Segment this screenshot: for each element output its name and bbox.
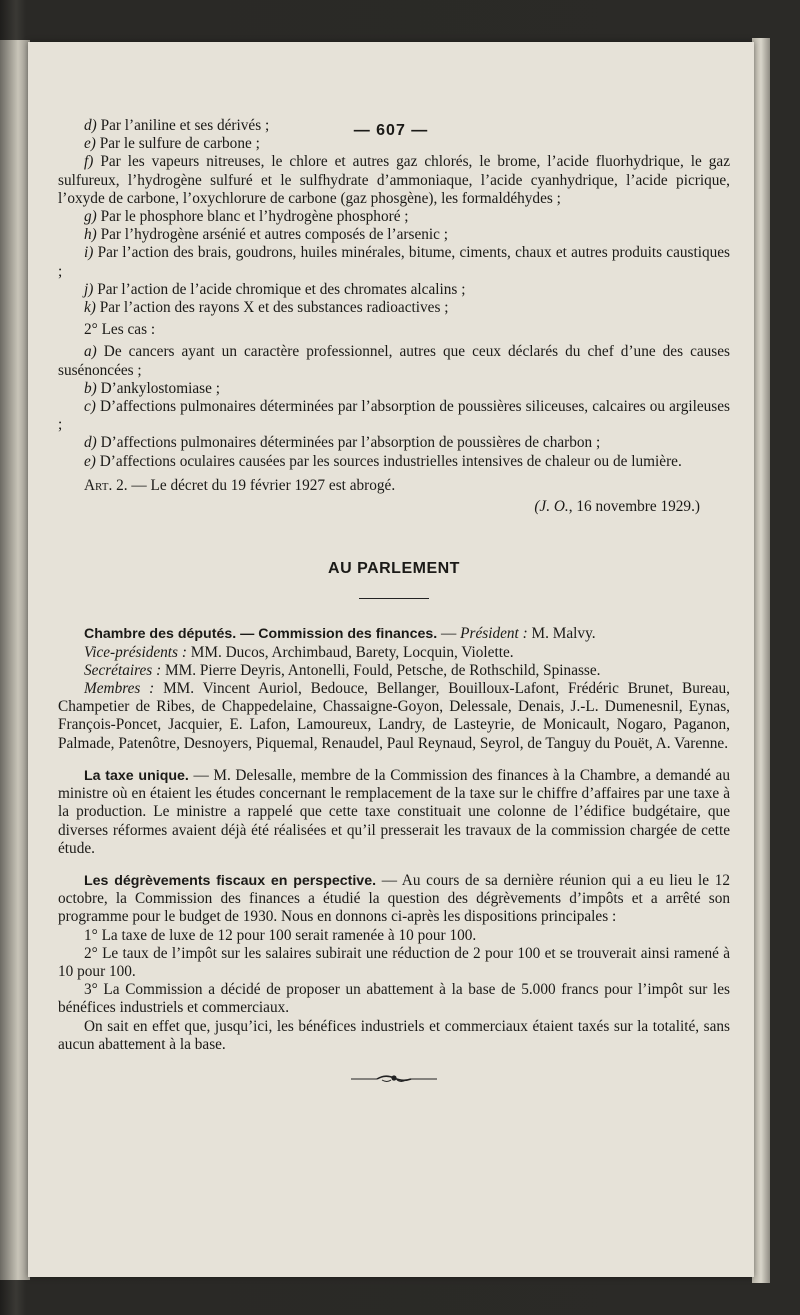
degrevement-item: 2° Le taux de l’impôt sur les salaires subirait une réduction de 2 pour 100 et se trouverait ainsi ramené à 10 pour 100. <box>58 944 730 980</box>
list-item-text: D’affections oculaires causées par les sources industrielles intensives de chaleur ou de lumière. <box>99 452 682 470</box>
list-item <box>58 244 730 280</box>
page-content <box>58 117 730 1084</box>
list-marker: i) <box>84 244 94 262</box>
degrevements-text: — Au cours de sa dernière réunion qui a eu lieu le 12 octobre, la Commission des finances a étudié la question des dégrèvements d’impôts et a arrêté son programme pour le budget de 1930. Nous en donnons ci-après les dispositions principales : <box>58 871 730 926</box>
list-marker: h) <box>84 226 97 244</box>
taxe-unique-block <box>58 767 730 858</box>
degrevement-item: 1° La taxe de luxe de 12 pour 100 serait ramenée à 10 pour 100. <box>84 926 477 944</box>
list-item <box>58 380 730 398</box>
article-2 <box>58 477 730 495</box>
section-title: AU PARLEMENT <box>328 560 460 578</box>
list-item <box>58 343 730 379</box>
list-item <box>58 153 730 208</box>
list-marker: f) <box>84 153 94 171</box>
list-marker: g) <box>84 208 97 226</box>
president-label: Président : <box>460 625 528 643</box>
article-label: Art. 2. <box>84 476 128 494</box>
members-names: MM. Vincent Auriol, Bedouce, Bellanger, Bouilloux-Lafont, Frédéric Brunet, Bureau, Champetier de Ribes, de Chappedelaine, Chassaigne-Goyon, Delessale, Denais, J.-L. Dumenesnil, Eynas, François-Poncet, Jacquier, E. Lafon, Lamoureux, Landry, de Lasteyrie, de Monicault, Nogaro, Paganon, Palmade, Patenôtre, Desnoyers, Piquemal, Renaudel, Paul Reynaud, Seyrol, de Tanguy du Pouët, A. Varenne. <box>58 680 730 752</box>
degrevement-item: On sait en effet que, jusqu’ici, les bénéfices industriels et commerciaux étaient taxés sur la totalité, sans aucun abattement à la base. <box>58 1017 730 1053</box>
cases-heading: 2° Les cas : <box>84 321 156 339</box>
list-item-text: D’affections pulmonaires déterminées par l’absorption de poussières de charbon ; <box>100 434 601 452</box>
list-item-text: Par l’action des brais, goudrons, huiles minérales, bitume, ciments, chaux et autres produits caustiques ; <box>58 244 731 280</box>
list-item-text: D’affections pulmonaires déterminées par l’absorption de poussières siliceuses, calcaires ou argileuses ; <box>58 398 730 434</box>
reference-date: , 16 novembre 1929.) <box>568 498 700 516</box>
end-ornament <box>349 1072 439 1084</box>
commission-block <box>58 625 730 752</box>
list-marker: b) <box>84 379 97 397</box>
list-marker: d) <box>84 434 97 452</box>
taxe-text: — M. Delesalle, membre de la Commission des finances à la Chambre, a demandé au ministre où en étaient les études concernant le remplacement de la taxe sur le chiffre d’affaires par une taxe à la production. Le ministre a rappelé que cette taxe constituait une colonne de l’édifice budgétaire, que diverses réformes avaient déjà été réalisées et qu’il presserait les travaux de la commission chargée de cette étude. <box>58 766 730 857</box>
list-item <box>58 281 730 299</box>
list-item-text: De cancers ayant un caractère professionnel, autres que ceux déclarés du chef d’une des causes susénoncées ; <box>58 343 730 379</box>
previous-page-edge <box>0 40 30 1280</box>
list-item-text: D’ankylostomiase ; <box>100 379 220 397</box>
list-marker: e) <box>84 452 96 470</box>
list-item-text: Par l’action de l’acide chromique et des chromates alcalins ; <box>97 280 466 298</box>
list-marker: j) <box>84 280 94 298</box>
list-marker: a) <box>84 343 97 361</box>
commission-president: Chambre des députés. — Commission des finances. — Président : M. Malvy. <box>84 625 596 643</box>
list-item <box>58 226 730 244</box>
list-marker: c) <box>84 398 96 416</box>
list-marker: k) <box>84 299 96 317</box>
list-item <box>58 398 730 434</box>
list-item <box>58 208 730 226</box>
list-item-text: Par l’aniline et ses dérivés ; <box>100 117 270 134</box>
degrevements-paragraph <box>58 872 730 927</box>
degrevements-block <box>58 872 730 1054</box>
list-item <box>58 434 730 452</box>
president-name: M. Malvy. <box>527 625 596 643</box>
degrevements-lead: Les dégrèvements fiscaux en perspective. <box>84 872 377 889</box>
article-text: — Le décret du 19 février 1927 est abrogé. <box>127 476 396 494</box>
list-marker: d) <box>84 117 97 134</box>
list-item-text: Par l’hydrogène arsénié et autres composés de l’arsenic ; <box>100 226 449 244</box>
commission-vice-presidents <box>58 644 730 662</box>
reference-source: (J. O. <box>534 498 569 516</box>
list-item <box>58 453 730 471</box>
list-item-text: Par le sulfure de carbone ; <box>99 135 260 153</box>
list-item-text: Par les vapeurs nitreuses, le chlore et autres gaz chlorés, le brome, l’acide fluorhydrique, le gaz sulfureux, l’hydrogène sulfuré et le sulfhydrate d’ammoniaque, l’acide cyanhydrique, l’acide picrique, l’oxyde de carbone, l’oxychlorure de carbone (gaz phosgène), les formaldéhydes ; <box>58 153 730 207</box>
taxe-paragraph <box>58 767 730 858</box>
taxe-lead: La taxe unique. <box>84 767 189 784</box>
commission-members <box>58 680 730 753</box>
list-marker: e) <box>84 135 96 153</box>
page-number: — 607 — <box>353 122 429 139</box>
secretaries-label: Secrétaires : <box>84 661 162 679</box>
next-pages-edge <box>752 38 770 1283</box>
commission-lead: Chambre des députés. — Commission des finances. <box>84 626 438 643</box>
commission-secretaries <box>58 662 730 680</box>
list-item <box>58 299 730 317</box>
list-pathologies <box>58 117 730 317</box>
secretaries-names: MM. Pierre Deyris, Antonelli, Fould, Petsche, de Rothschild, Spinasse. <box>161 661 601 679</box>
degrevement-item: 3° La Commission a décidé de proposer un abattement à la base de 5.000 francs pour l’impôt sur les bénéfices industriels et commerciaux. <box>58 981 730 1017</box>
section-divider <box>359 598 429 599</box>
vice-label: Vice-présidents : <box>84 643 187 661</box>
list-item <box>58 135 730 153</box>
vice-names: MM. Ducos, Archimbaud, Barety, Locquin, Violette. <box>186 643 514 661</box>
members-label: Membres : <box>84 680 155 698</box>
list-item-text: Par l’action des rayons X et des substances radioactives ; <box>99 299 449 317</box>
source-reference <box>58 498 730 516</box>
list-item-text: Par le phosphore blanc et l’hydrogène phosphoré ; <box>100 208 409 226</box>
list-cases <box>58 343 730 470</box>
list-item <box>58 117 730 135</box>
document-page <box>28 42 754 1277</box>
